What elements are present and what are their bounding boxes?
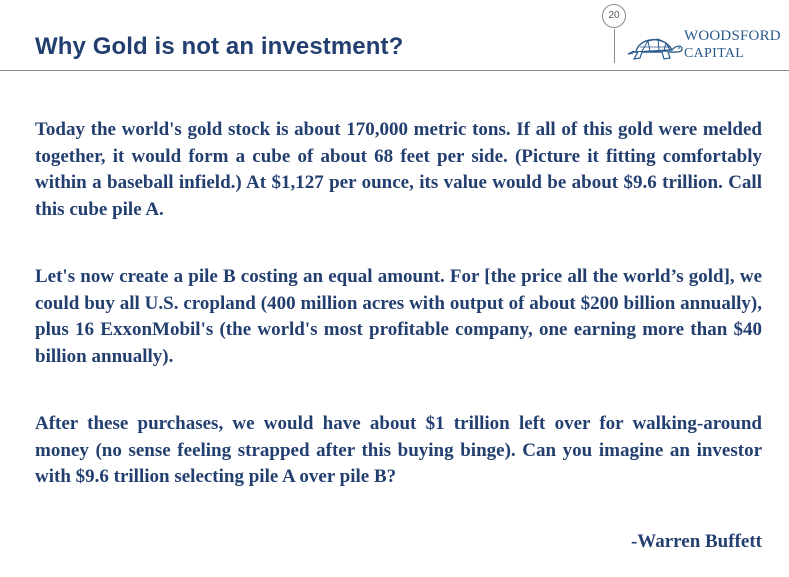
logo-line-2: CAPITAL: [684, 46, 745, 61]
quote-attribution: -Warren Buffett: [630, 531, 762, 552]
page-number: 20: [602, 4, 626, 28]
paragraph-gold-stock: Today the world's gold stock is about 170,000 metric tons. If all of this gold were melded together, it would form a cube of about 68 feet per side. (Picture it fitting comfortably within a baseball infield.) At $1,127 per ounce, its value would be about $9.6 trillion. Call this cube pile A.: [35, 119, 762, 221]
logo-wordmark: [684, 28, 781, 62]
woodsford-logo: [626, 26, 786, 66]
paragraph-conclusion: After these purchases, we would have about $1 trillion left over for walking-around money (no sense feeling strapped after this buying binge). Can you imagine an investor with $9.6 trillion selecting pile A over pile B?: [35, 413, 762, 488]
turtle-icon: [626, 30, 684, 62]
logo-line-1: WOODSFORD: [684, 28, 781, 44]
paragraph-pile-b: Let's now create a pile B costing an equal amount. For [the price all the world’s gold], we could buy all U.S. cropland (400 million acres with output of about $200 billion annually), plus 16 ExxonMobil's (the world's most profitable company, one earning more than $40 billion annually).: [35, 266, 762, 368]
header-rule: [0, 70, 789, 71]
header-divider: [614, 29, 615, 63]
slide-title: Why Gold is not an investment?: [35, 33, 404, 60]
